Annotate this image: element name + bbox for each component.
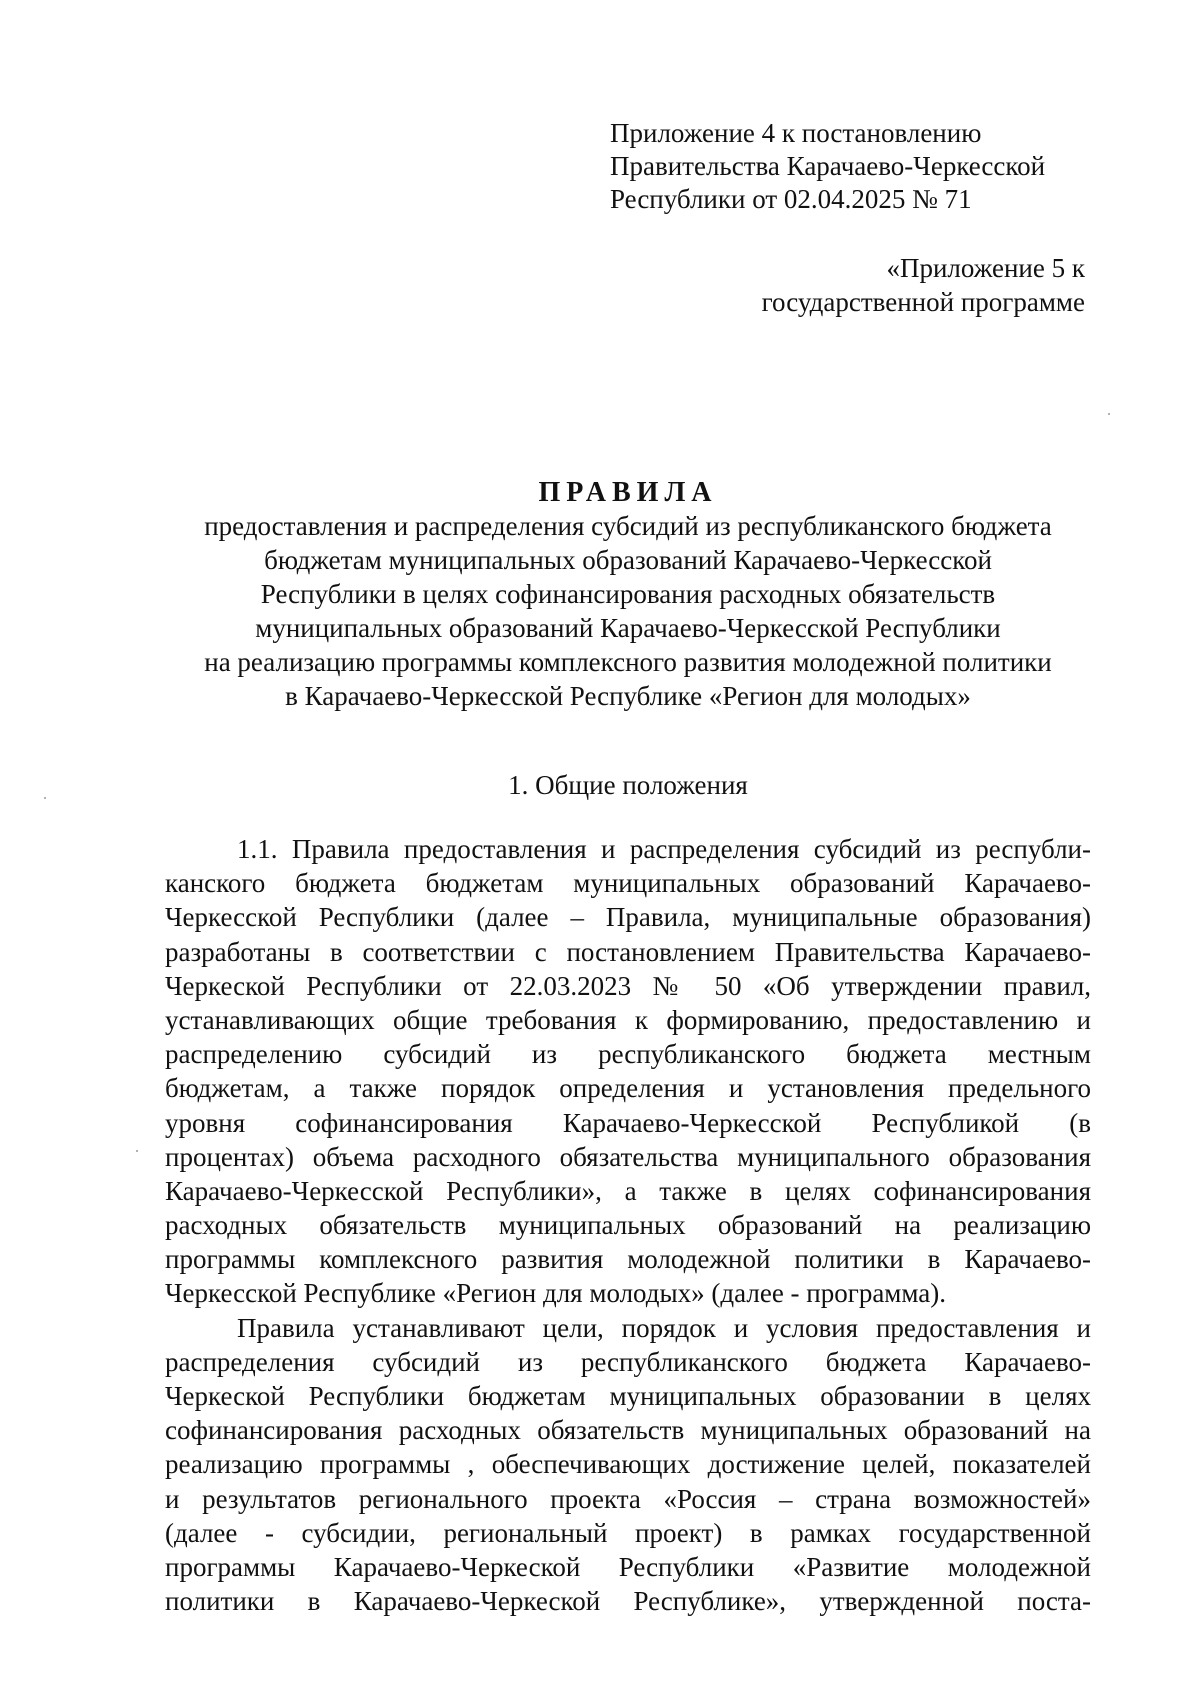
body-line: софинансирования расходных обязательств муниципальных образований на (165, 1415, 1091, 1446)
subtitle-line: Республики в целях софинансирования расходных обязательств (260, 579, 996, 609)
body-line: распределению субсидий из республиканского бюджета местным (165, 1039, 1091, 1070)
appendix-header-line: Правительства Карачаево-Черкесской (610, 151, 1046, 181)
body-line: Черкеской Республики бюджетам муниципальных образовании в целях (165, 1381, 1091, 1411)
appendix-header (610, 117, 1045, 216)
subtitle-line: предоставления и распределения субсидий из республиканского бюджета (204, 511, 1052, 541)
appendix-header-line: Республики от 02.04.2025 № 71 (610, 184, 972, 214)
appendix-header-line: Приложение 4 к постановлению (610, 118, 982, 148)
body-line: и результатов регионального проекта «Россия – страна возможностей» (165, 1483, 1091, 1514)
subtitle-line: муниципальных образований Карачаево-Черкесской Республики (255, 613, 1001, 643)
body-line: Черкеской Республики от 22.03.2023 № 50 «Об утверждении правил, (165, 970, 1091, 1001)
document-subtitle (160, 509, 1096, 713)
body-line: разработаны в соответствии с постановлением Правительства Карачаево- (165, 936, 1091, 967)
scan-speck (136, 1150, 138, 1152)
body-line: распределения субсидий из республиканского бюджета Карачаево- (165, 1346, 1091, 1377)
body-line: (далее - субсидии, региональный проект) в рамках государственной (165, 1517, 1091, 1548)
body-line: расходных обязательств муниципальных образований на реализацию (165, 1210, 1091, 1241)
scan-speck (44, 797, 46, 799)
body-line: канского бюджета бюджетам муниципальных образований Карачаево- (165, 868, 1091, 899)
body-line: уровня софинансирования Карачаево-Черкесской Республикой (в (165, 1107, 1091, 1138)
body-line: Правила устанавливают цели, порядок и условия предоставления и (237, 1312, 1091, 1343)
previous-appendix-line: государственной программе (761, 287, 1085, 317)
body-line: Черкесской Республике «Регион для молодых» (далее - программа). (165, 1278, 947, 1309)
scan-speck (1108, 413, 1110, 415)
body-line: Черкесской Республики (далее – Правила, муниципальные образования) (165, 902, 1091, 933)
body-line: бюджетам, а также порядок определения и установления предельного (165, 1073, 1091, 1104)
previous-appendix-header (762, 251, 1085, 319)
subtitle-line: в Карачаево-Черкесской Республике «Регион для молодых» (285, 681, 971, 711)
subtitle-line: бюджетам муниципальных образований Карачаево-Черкесской (264, 545, 992, 575)
body-line: 1.1. Правила предоставления и распределения субсидий из республи- (237, 834, 1091, 864)
body-line: политики в Карачаево-Черкеской Республике», утвержденной поста- (165, 1586, 1091, 1617)
section-heading: 1. Общие положения (508, 770, 748, 800)
body-line: программы Карачаево-Черкеской Республики «Развитие молодежной (165, 1551, 1091, 1582)
body-line: устанавливающих общие требования к формированию, предоставлению и (165, 1004, 1091, 1035)
body-line: Карачаево-Черкесской Республики», а также в целях софинансирования (165, 1175, 1091, 1206)
subtitle-line: на реализацию программы комплексного развития молодежной политики (204, 647, 1052, 677)
body-line: программы комплексного развития молодежной политики в Карачаево- (165, 1244, 1091, 1275)
body-line: реализацию программы , обеспечивающих достижение целей, показателей (165, 1449, 1091, 1480)
body-line: процентах) объема расходного обязательства муниципального образования (165, 1141, 1091, 1172)
previous-appendix-line: «Приложение 5 к (886, 253, 1085, 283)
document-title: ПРАВИЛА (538, 477, 718, 508)
body-text (165, 832, 1091, 1618)
